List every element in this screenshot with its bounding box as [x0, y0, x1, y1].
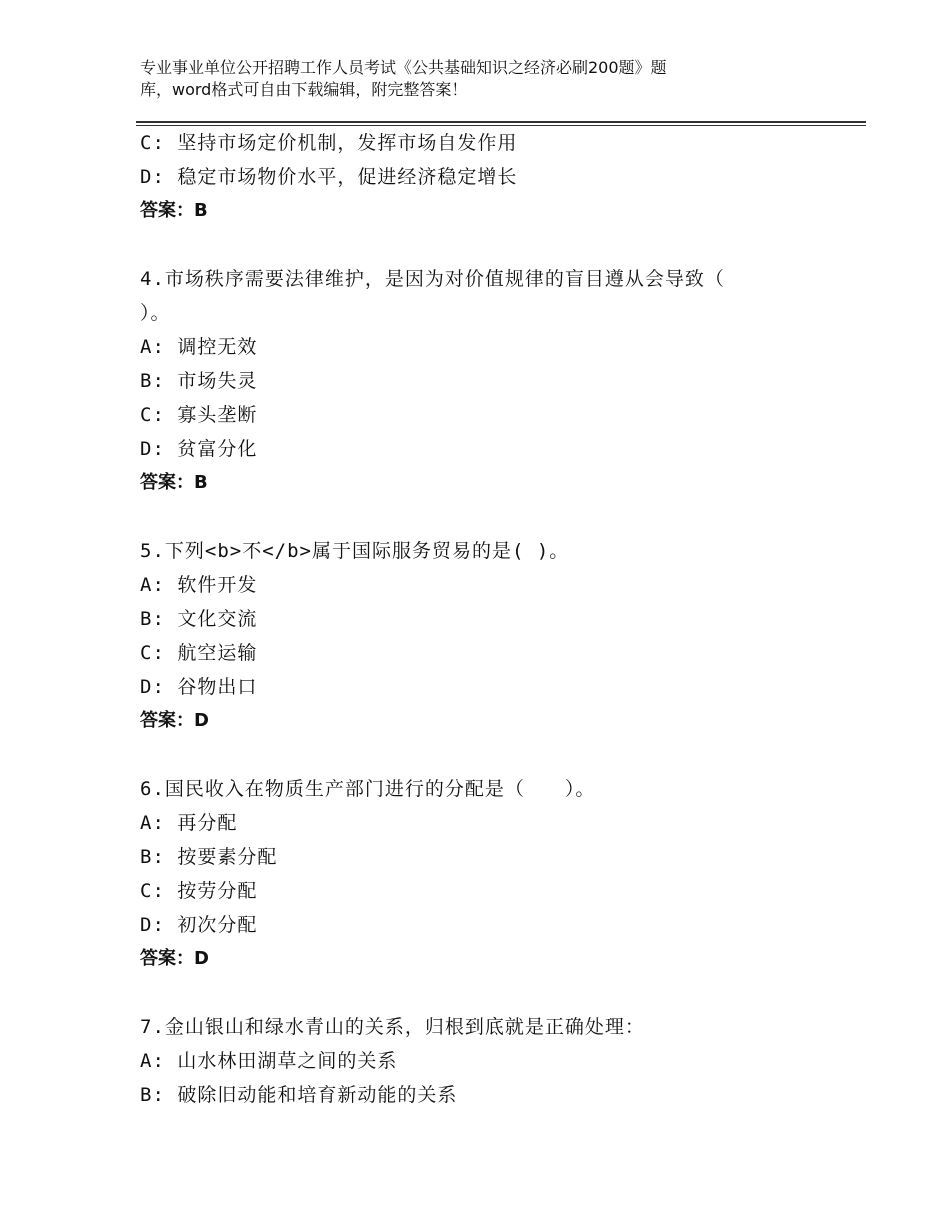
spacer — [140, 500, 790, 534]
answer: 答案：D — [140, 710, 209, 731]
answer: 答案：B — [140, 200, 208, 221]
option-a: A: 山水林田湖草之间的关系 — [140, 1050, 398, 1072]
option-b: B: 按要素分配 — [140, 846, 278, 868]
option-d: D: 谷物出口 — [140, 676, 258, 698]
spacer — [140, 228, 790, 262]
question-block-7 — [140, 1010, 790, 1112]
question-block-3 — [140, 126, 790, 228]
option-c: C: 寡头垄断 — [140, 404, 258, 426]
question-block-5 — [140, 534, 790, 738]
question-list — [140, 126, 790, 1112]
option-d: D: 贫富分化 — [140, 438, 258, 460]
document-header — [140, 57, 780, 101]
option-d: D: 初次分配 — [140, 914, 258, 936]
option-d: D: 稳定市场物价水平，促进经济稳定增长 — [140, 166, 518, 188]
question-text: 5.下列<b>不</b>属于国际服务贸易的是( )。 — [140, 540, 570, 562]
header-line-1: 专业事业单位公开招聘工作人员考试《公共基础知识之经济必刷200题》题 — [140, 58, 667, 77]
option-b: B: 破除旧动能和培育新动能的关系 — [140, 1084, 458, 1106]
header-line-2: 库，word格式可自由下载编辑，附完整答案！ — [140, 80, 468, 99]
question-text: 7.金山银山和绿水青山的关系，归根到底就是正确处理： — [140, 1016, 645, 1038]
question-text: 6.国民收入在物质生产部门进行的分配是（ ）。 — [140, 778, 596, 800]
answer: 答案：D — [140, 948, 209, 969]
option-b: B: 市场失灵 — [140, 370, 258, 392]
spacer — [140, 738, 790, 772]
option-b: B: 文化交流 — [140, 608, 258, 630]
question-block-4 — [140, 262, 790, 500]
spacer — [140, 976, 790, 1010]
option-a: A: 软件开发 — [140, 574, 258, 596]
header-divider-thick — [136, 121, 866, 123]
question-text: 4.市场秩序需要法律维护，是因为对价值规律的盲目遵从会导致（ — [140, 268, 725, 290]
answer: 答案：B — [140, 472, 208, 493]
option-c: C: 按劳分配 — [140, 880, 258, 902]
option-c: C: 航空运输 — [140, 642, 258, 664]
question-block-6 — [140, 772, 790, 976]
option-a: A: 调控无效 — [140, 336, 258, 358]
option-a: A: 再分配 — [140, 812, 238, 834]
option-c: C: 坚持市场定价机制，发挥市场自发作用 — [140, 132, 518, 154]
question-text-continued: ）。 — [140, 302, 171, 324]
